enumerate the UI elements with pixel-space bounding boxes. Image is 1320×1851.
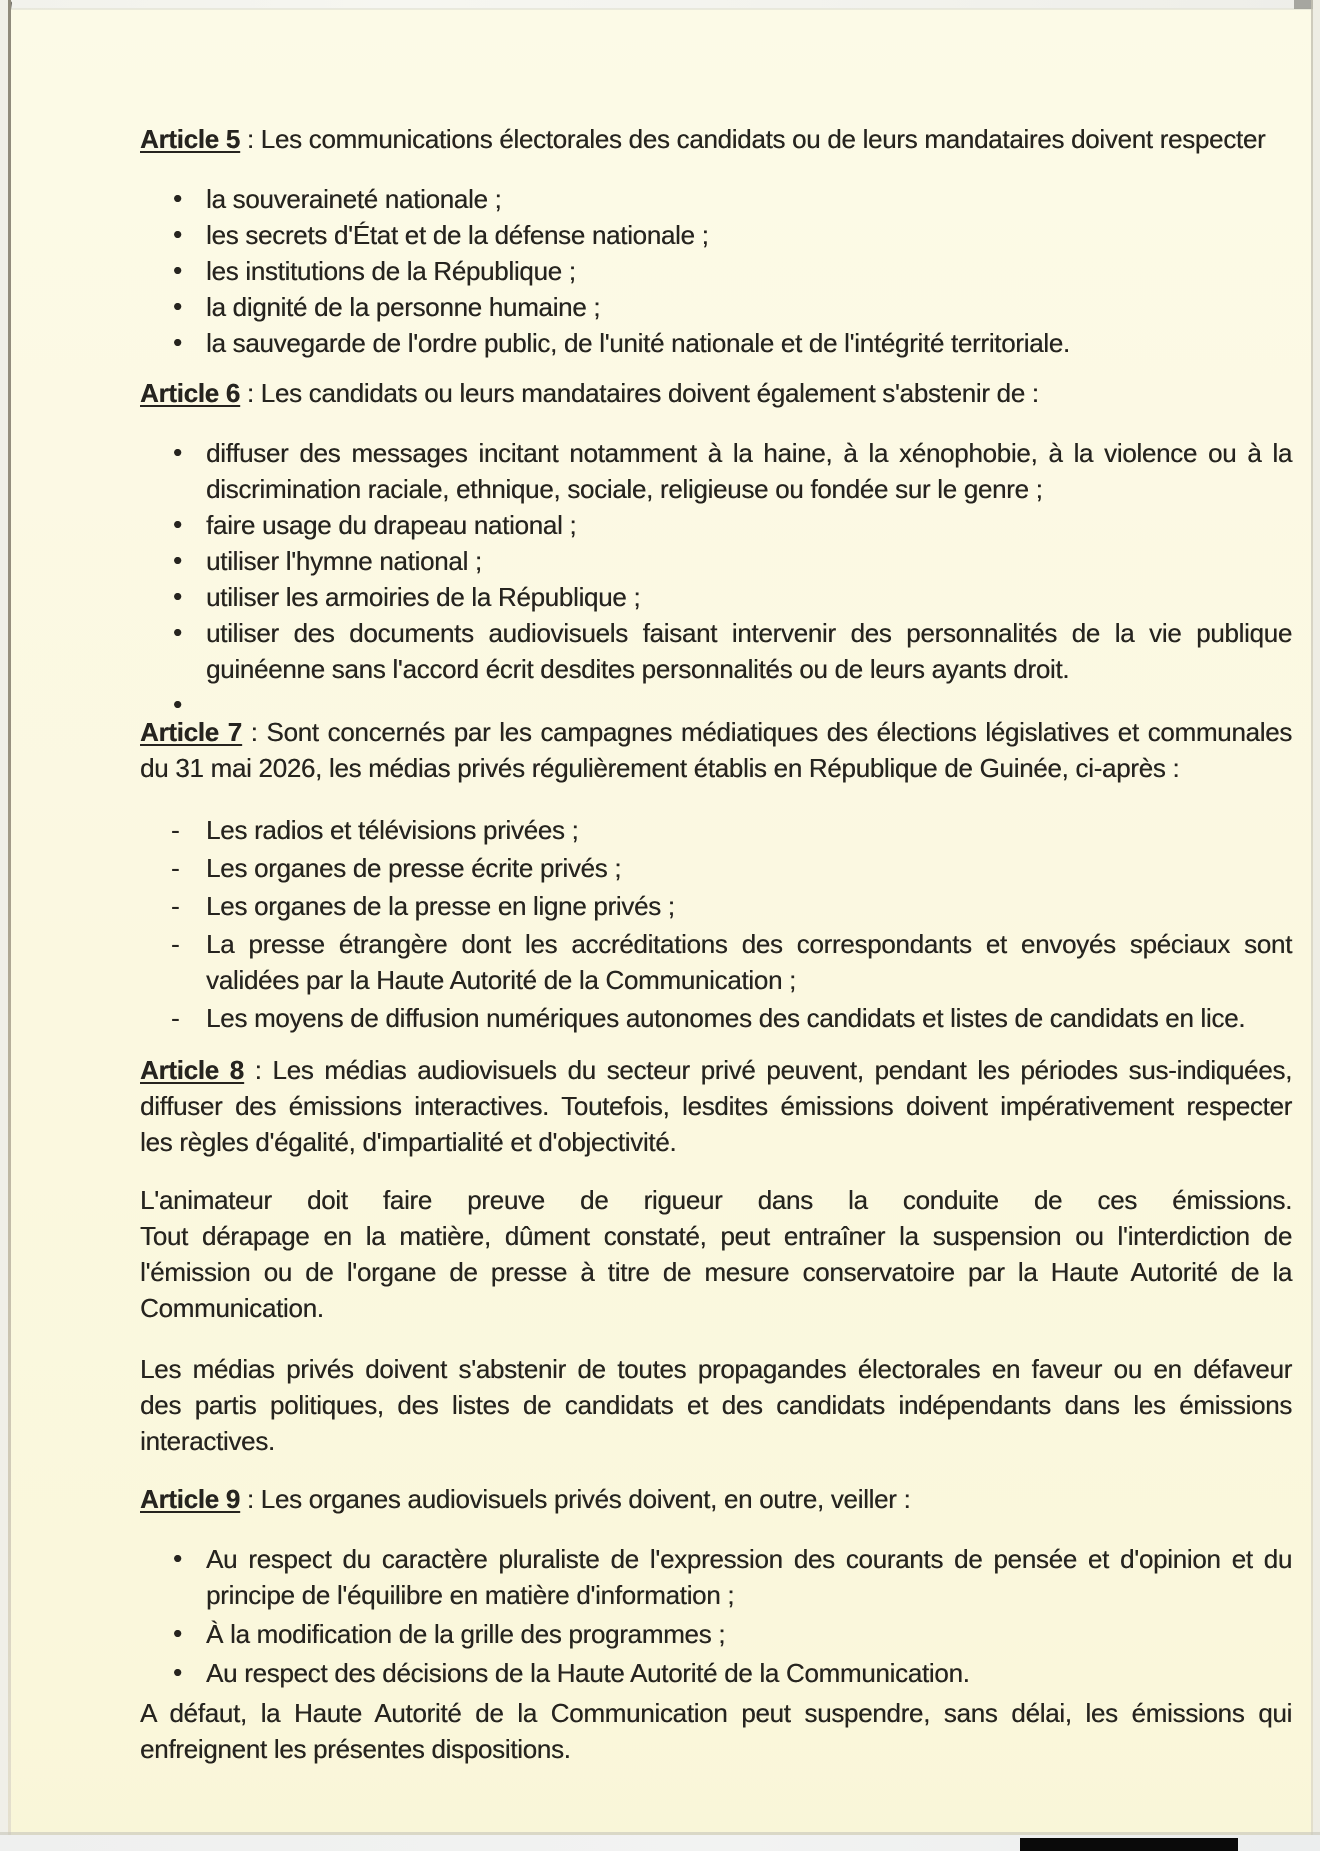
list-item: • diffuser des messages incitant notamment à la haine, à la xénophobie, à la violence ou à la discrimination raciale, ethnique, sociale, religieuse ou fondée sur le genre ; [140, 435, 1292, 507]
article6-heading-text: : Les candidats ou leurs mandataires doivent également s'abstenir de : [239, 378, 1039, 408]
list-item: - Les moyens de diffusion numériques autonomes des candidats et listes de candidats en lice. [140, 1000, 1292, 1036]
article9-heading-text: : Les organes audiovisuels privés doivent, en outre, veiller : [239, 1484, 911, 1514]
article5-heading [140, 121, 1292, 157]
closing-paragraph: A défaut, la Haute Autorité de la Communication peut suspendre, sans délai, les émissions qui enfreignent les présentes dispositions. [140, 1698, 1292, 1764]
article9-heading [140, 1481, 1292, 1517]
article6-heading [140, 375, 1292, 411]
list-item: • À la modification de la grille des programmes ; [140, 1616, 1292, 1652]
article7-heading-line1: : Sont concernés par les campagnes médiatiques des élections législatives et communales [241, 717, 1292, 747]
list-item: • la dignité de la personne humaine ; [140, 289, 1292, 325]
list-item: • utiliser des documents audiovisuels faisant intervenir des personnalités de la vie publique guinéenne sans l'accord écrit desdites personnalités ou de leurs ayants droit. [140, 615, 1292, 687]
article9-label: Article 9 [140, 1484, 240, 1514]
list-item: • la souveraineté nationale ; [140, 181, 1292, 217]
list-item: • faire usage du drapeau national ; [140, 507, 1292, 543]
article7-label: Article 7 [140, 717, 242, 747]
list-item: • Au respect du caractère pluraliste de l'expression des courants de pensée et d'opinion et du principe de l'équilibre en matière d'information ; [140, 1541, 1292, 1613]
article8-line2: diffuser des émissions interactives. Toutefois, lesdites émissions doivent impérativement respecter [140, 1091, 1292, 1121]
list-item: - La presse étrangère dont les accréditations des correspondants et envoyés spéciaux sont validées par la Haute Autorité de la Communication ; [140, 926, 1292, 998]
article7-list [140, 812, 1292, 1036]
article7-heading-line2: du 31 mai 2026, les médias privés régulièrement établis en République de Guinée, ci-après : [140, 753, 1180, 783]
redacted-black-bar [1020, 1838, 1238, 1851]
article7-heading [140, 714, 1292, 786]
medias-prives-paragraph: Les médias privés doivent s'abstenir de toutes propagandes électorales en faveur ou en défaveur des partis politiques, des listes de candidats et des candidats indépendants dans les émissions interactives. [140, 1354, 1292, 1456]
article6-list [140, 435, 1292, 714]
document-content [140, 0, 1292, 1767]
article8-paragraph [140, 1052, 1292, 1160]
list-item: • la sauvegarde de l'ordre public, de l'unité nationale et de l'intégrité territoriale. [140, 325, 1292, 361]
article5-list [140, 181, 1292, 361]
article6-label: Article 6 [140, 378, 240, 408]
article8-label: Article 8 [140, 1055, 244, 1085]
list-item: • les secrets d'État et de la défense nationale ; [140, 217, 1292, 253]
article9-list [140, 1541, 1292, 1691]
stray-bullet [140, 687, 1292, 714]
scan-right-margin [1313, 0, 1320, 1851]
article8-line1: : Les médias audiovisuels du secteur privé peuvent, pendant les périodes sus-indiquées, [243, 1055, 1292, 1085]
page-right-edge-line [1311, 0, 1313, 1851]
list-item: • utiliser l'hymne national ; [140, 543, 1292, 579]
list-item: • utiliser les armoiries de la République ; [140, 579, 1292, 615]
animateur-paragraph: L'animateur doit faire preuve de rigueur dans la conduite de ces émissions. Tout dérapage en la matière, dûment constaté, peut entraîner la suspension ou l'interdiction de l'émission ou de l'organe de presse à titre de mesure conservatoire par la Haute Autorité de la Communication. [140, 1185, 1292, 1323]
list-item: - Les radios et télévisions privées ; [140, 812, 1292, 848]
article5-heading-text: : Les communications électorales des candidats ou de leurs mandataires doivent respecter [239, 124, 1266, 154]
list-item: • les institutions de la République ; [140, 253, 1292, 289]
list-item: - Les organes de la presse en ligne privés ; [140, 888, 1292, 924]
page-left-edge-line [8, 0, 11, 1851]
list-item: - Les organes de presse écrite privés ; [140, 850, 1292, 886]
article8-line3: les règles d'égalité, d'impartialité et d'objectivité. [140, 1127, 677, 1157]
article5-label: Article 5 [140, 124, 240, 154]
list-item: • Au respect des décisions de la Haute Autorité de la Communication. [140, 1655, 1292, 1691]
scan-left-margin [0, 0, 8, 1851]
